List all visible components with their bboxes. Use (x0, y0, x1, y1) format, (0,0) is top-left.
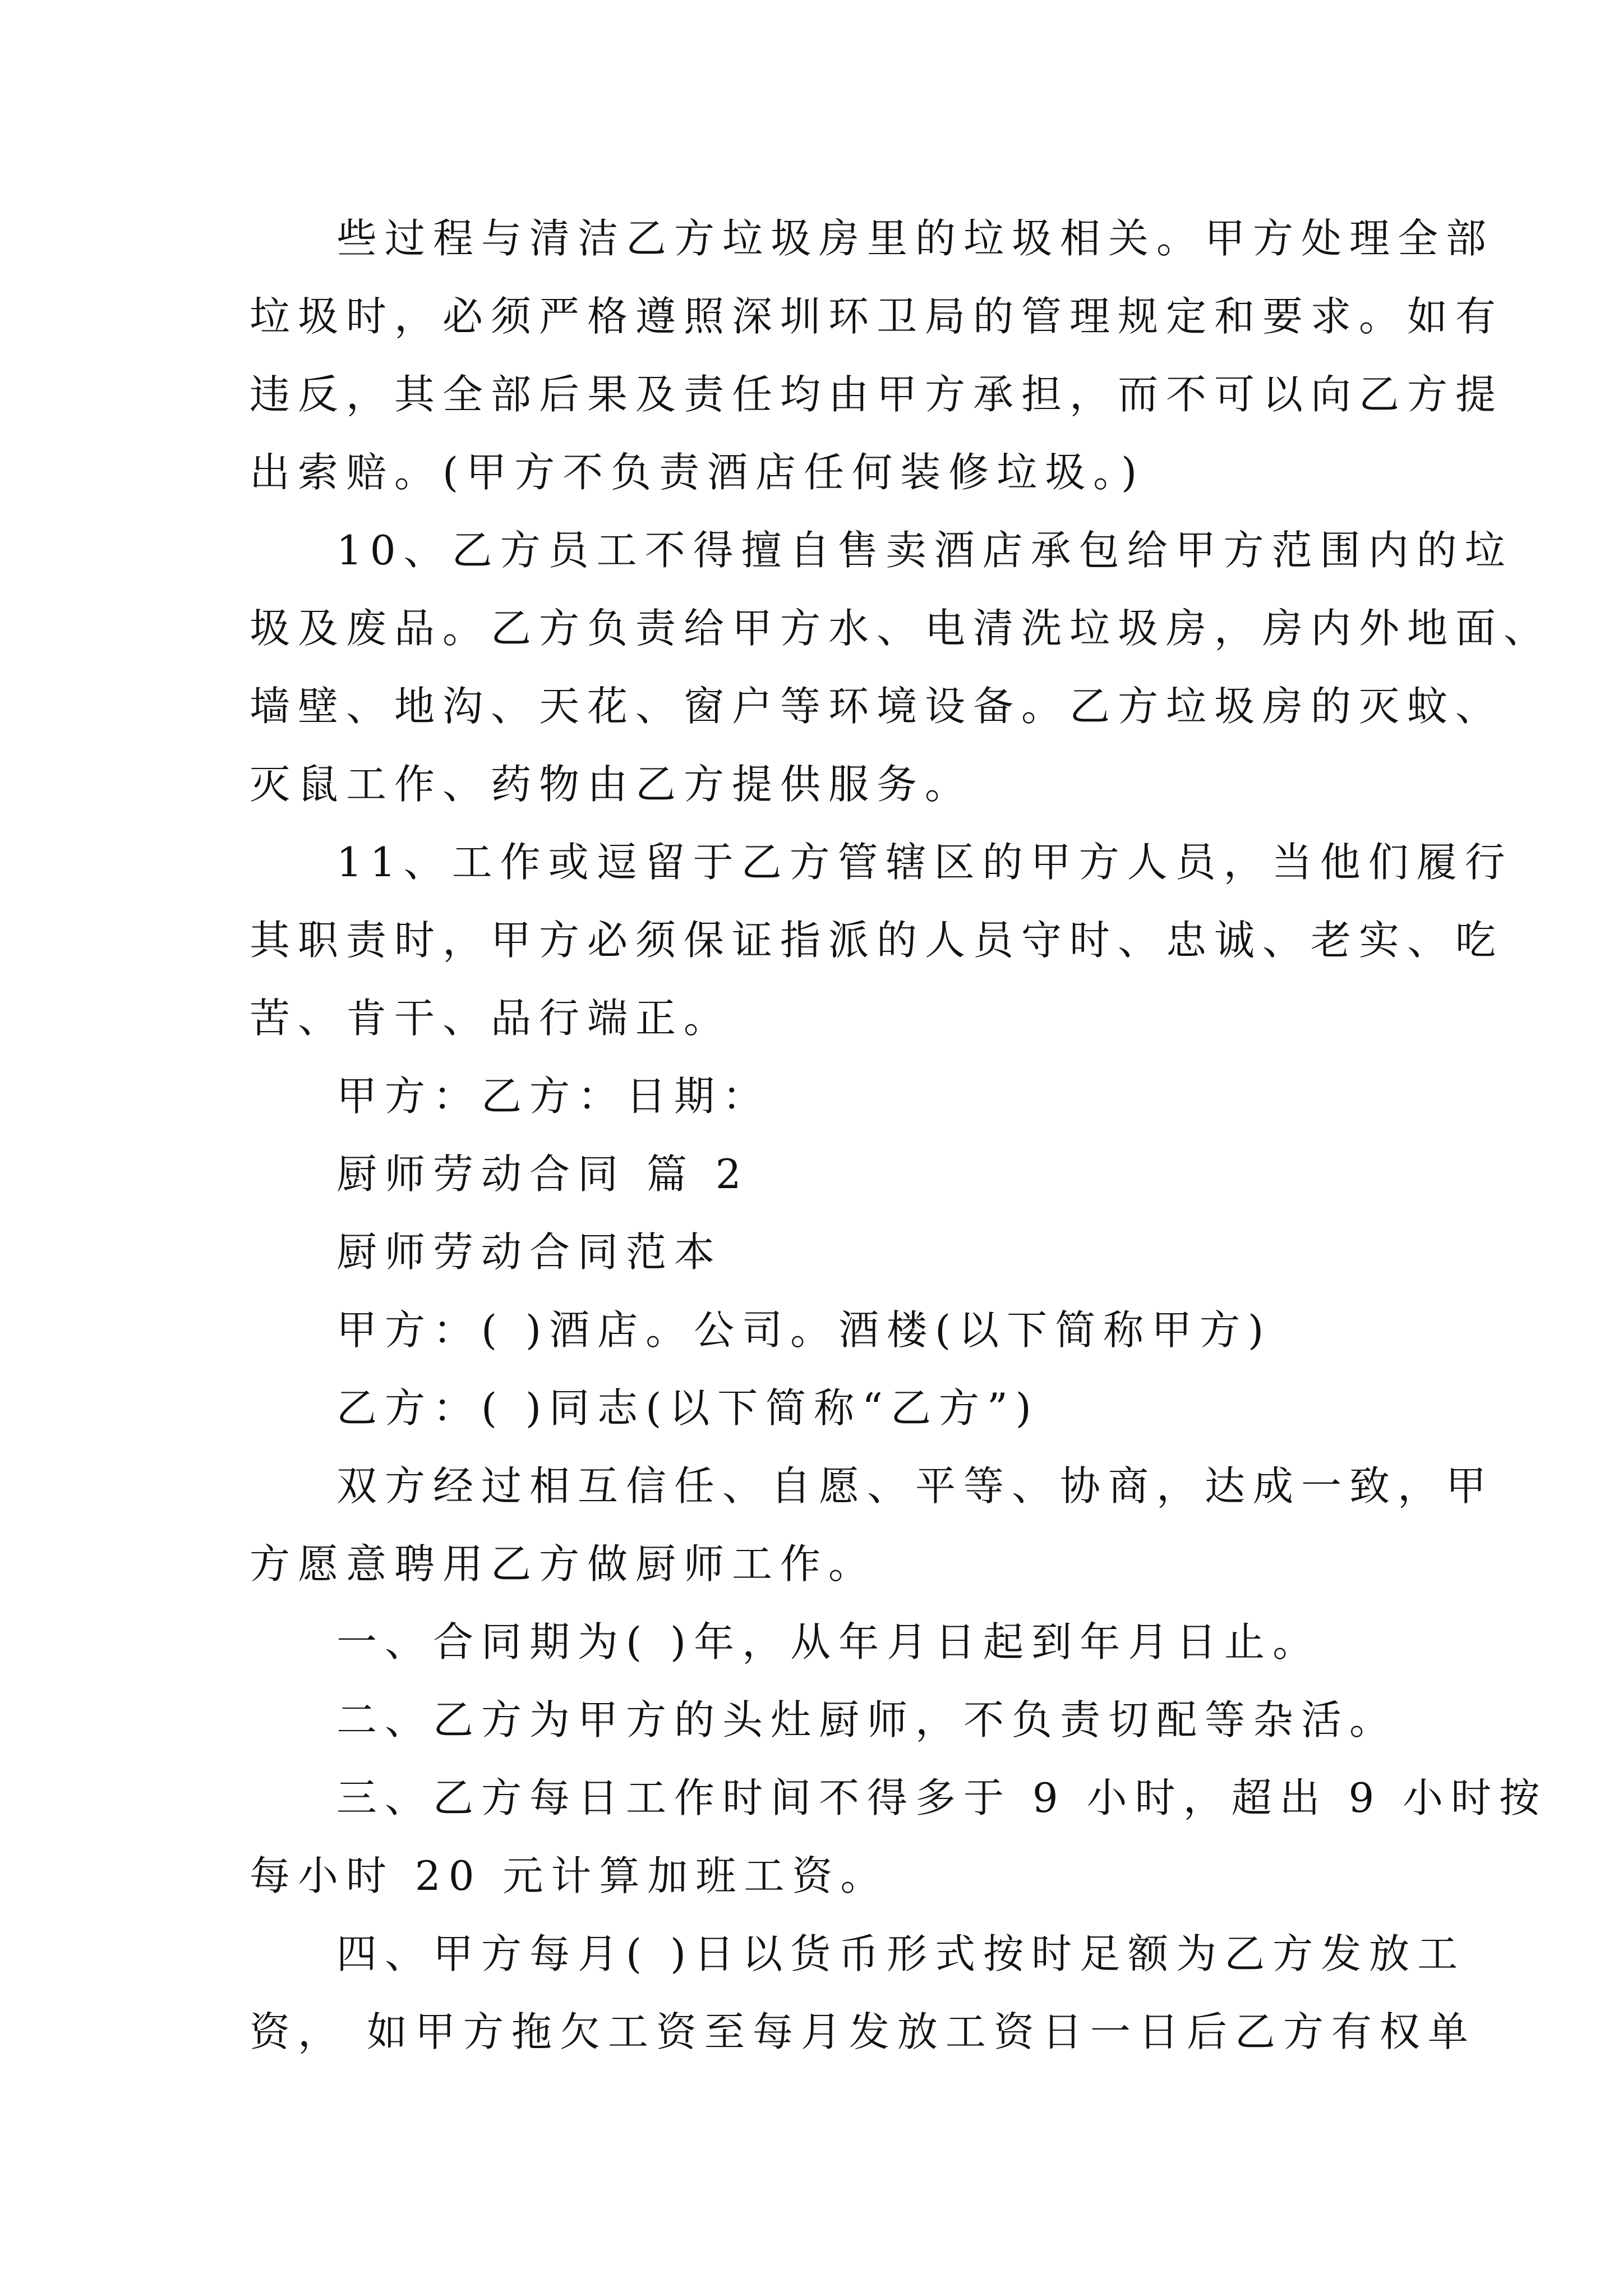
text-line: 些过程与清洁乙方垃圾房里的垃圾相关。甲方处理全部 (336, 215, 1495, 262)
text-line: 墙壁、地沟、天花、窗户等环境设备。乙方垃圾房的灭蚊、 (250, 683, 1504, 730)
text-line: 四、甲方每月( )日以货币形式按时足额为乙方发放工 (336, 1930, 1466, 1977)
text-line: 三、乙方每日工作时间不得多于 9 小时，超出 9 小时按 (336, 1774, 1548, 1821)
document-title: 厨师劳动合同范本 (336, 1228, 723, 1276)
text-line: 一、合同期为( )年，从年月日起到年月日止。 (336, 1618, 1321, 1665)
text-line: 甲方：( )酒店。公司。酒楼(以下简称甲方) (336, 1306, 1272, 1354)
text-line: 资， 如甲方拖欠工资至每月发放工资日一日后乙方有权单 (250, 2008, 1476, 2055)
section-heading: 厨师劳动合同 篇 2 (336, 1151, 749, 1198)
text-line: 灭鼠工作、药物由乙方提供服务。 (250, 761, 974, 808)
text-line: 二、乙方为甲方的头灶厨师，不负责切配等杂活。 (336, 1696, 1398, 1743)
text-line: 垃圾时，必须严格遵照深圳环卫局的管理规定和要求。如有 (250, 293, 1504, 340)
text-line: 10、乙方员工不得擅自售卖酒店承包给甲方范围内的垃 (336, 527, 1513, 574)
text-line: 圾及废品。乙方负责给甲方水、电清洗垃圾房，房内外地面、 (250, 605, 1552, 652)
text-line: 其职责时，甲方必须保证指派的人员守时、忠诚、老实、吃 (250, 917, 1504, 964)
text-line: 11、工作或逗留于乙方管辖区的甲方人员，当他们履行 (336, 839, 1513, 886)
text-line: 违反，其全部后果及责任均由甲方承担，而不可以向乙方提 (250, 371, 1504, 418)
text-line: 双方经过相互信任、自愿、平等、协商，达成一致，甲 (336, 1462, 1495, 1510)
text-line: 乙方：( )同志(以下简称“乙方”) (336, 1384, 1039, 1432)
text-line: 苦、肯干、品行端正。 (250, 995, 732, 1042)
signature-line: 甲方：乙方：日期： (336, 1073, 771, 1120)
text-line: 每小时 20 元计算加班工资。 (250, 1852, 889, 1899)
text-line: 出索赔。(甲方不负责酒店任何装修垃圾。) (250, 449, 1145, 496)
text-line: 方愿意聘用乙方做厨师工作。 (250, 1540, 877, 1588)
